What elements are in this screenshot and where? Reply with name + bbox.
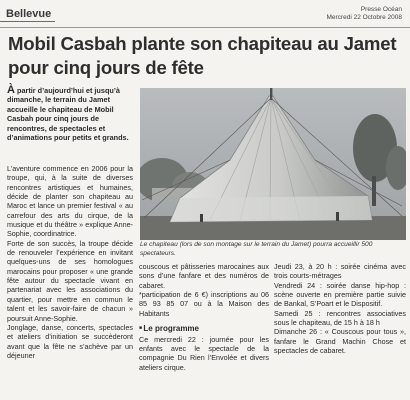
- lead-text: partir d’aujourd’hui et jusqu’à dimanche, le terrain du Jamet accueille le chapiteau de Mobil Casbah pour cinq jours de rencontres, de spectacles et d’animations pour petits et grands.: [7, 86, 129, 143]
- programme-subheading: ■ Le programme: [139, 324, 269, 334]
- paragraph: couscous et pâtisseries marocaines aux sons d’une fanfare et des numéros de cabaret.: [139, 262, 269, 290]
- article-column-3: [274, 262, 406, 355]
- article-headline: Mobil Casbah plante son chapiteau au Jamet pour cinq jours de fête: [8, 33, 397, 78]
- paragraph: L’aventure commence en 2006 pour la troupe, qui, à la suite de diverses rencontres artistiques et humaines, décide de planter son chapiteau au Maroc et lance un premier festival « au carrefour des arts du cirque, de la musique et du théâtre » explique Anne-Sophie, coordinatrice.: [7, 164, 133, 239]
- section-label: Bellevue: [6, 8, 52, 20]
- programme-entry: Vendredi 24 : soirée danse hip-hop : scène ouverte en première partie suivie de Bankal, S’Poart et le Dispositif.: [274, 280, 406, 309]
- paragraph: *participation de 6 €) inscriptions au 06 85 93 85 07 ou à la Maison des Habitants: [139, 290, 269, 318]
- circus-tent-photo: [140, 88, 406, 240]
- programme-entry: Dimanche 26 : « Couscous pour tous », fanfare le Grand Machin Chose et spectacles de cabaret.: [274, 327, 406, 356]
- publication-meta: [326, 6, 402, 22]
- paragraph: Forte de son succès, la troupe décide de renouveler l’expérience en invitant quelques-uns de ses homologues marocains pour proposer « une grande fête autour du spectacle vivant en partenariat avec les associations du quartier, pour mettre en commun le talent et les savoir-faire de chacun » poursuit Anne-Sophie.: [7, 238, 133, 323]
- article-column-2: [139, 262, 269, 372]
- paragraph: Jonglage, danse, concerts, spectacles et ateliers d’initiation se succèderont avant que la fête ne s’achève par un déjeuner: [7, 322, 133, 360]
- article-lead: [7, 86, 131, 142]
- article-column-1: [7, 164, 133, 360]
- publication-date: Mercredi 22 Octobre 2008: [326, 14, 402, 21]
- lead-dropcap: À: [7, 84, 15, 96]
- programme-entry: Ce mercredi 22 : journée pour les enfants avec le spectacle de la compagnie Du Rien l’Envolée et divers ateliers cirque.: [139, 334, 269, 372]
- publication-name: Presse Océan: [360, 6, 402, 13]
- programme-entry: Samedi 25 : rencontres associatives sous le chapiteau, de 15 h à 18 h: [274, 308, 406, 328]
- programme-entry: Jeudi 23, à 20 h : soirée cinéma avec trois courts-métrages: [274, 262, 406, 281]
- photo-caption: Le chapiteau (lors de son montage sur le terrain du Jamet) pourra accueillir 500 spectateurs.: [140, 241, 373, 257]
- header-divider: [0, 27, 410, 28]
